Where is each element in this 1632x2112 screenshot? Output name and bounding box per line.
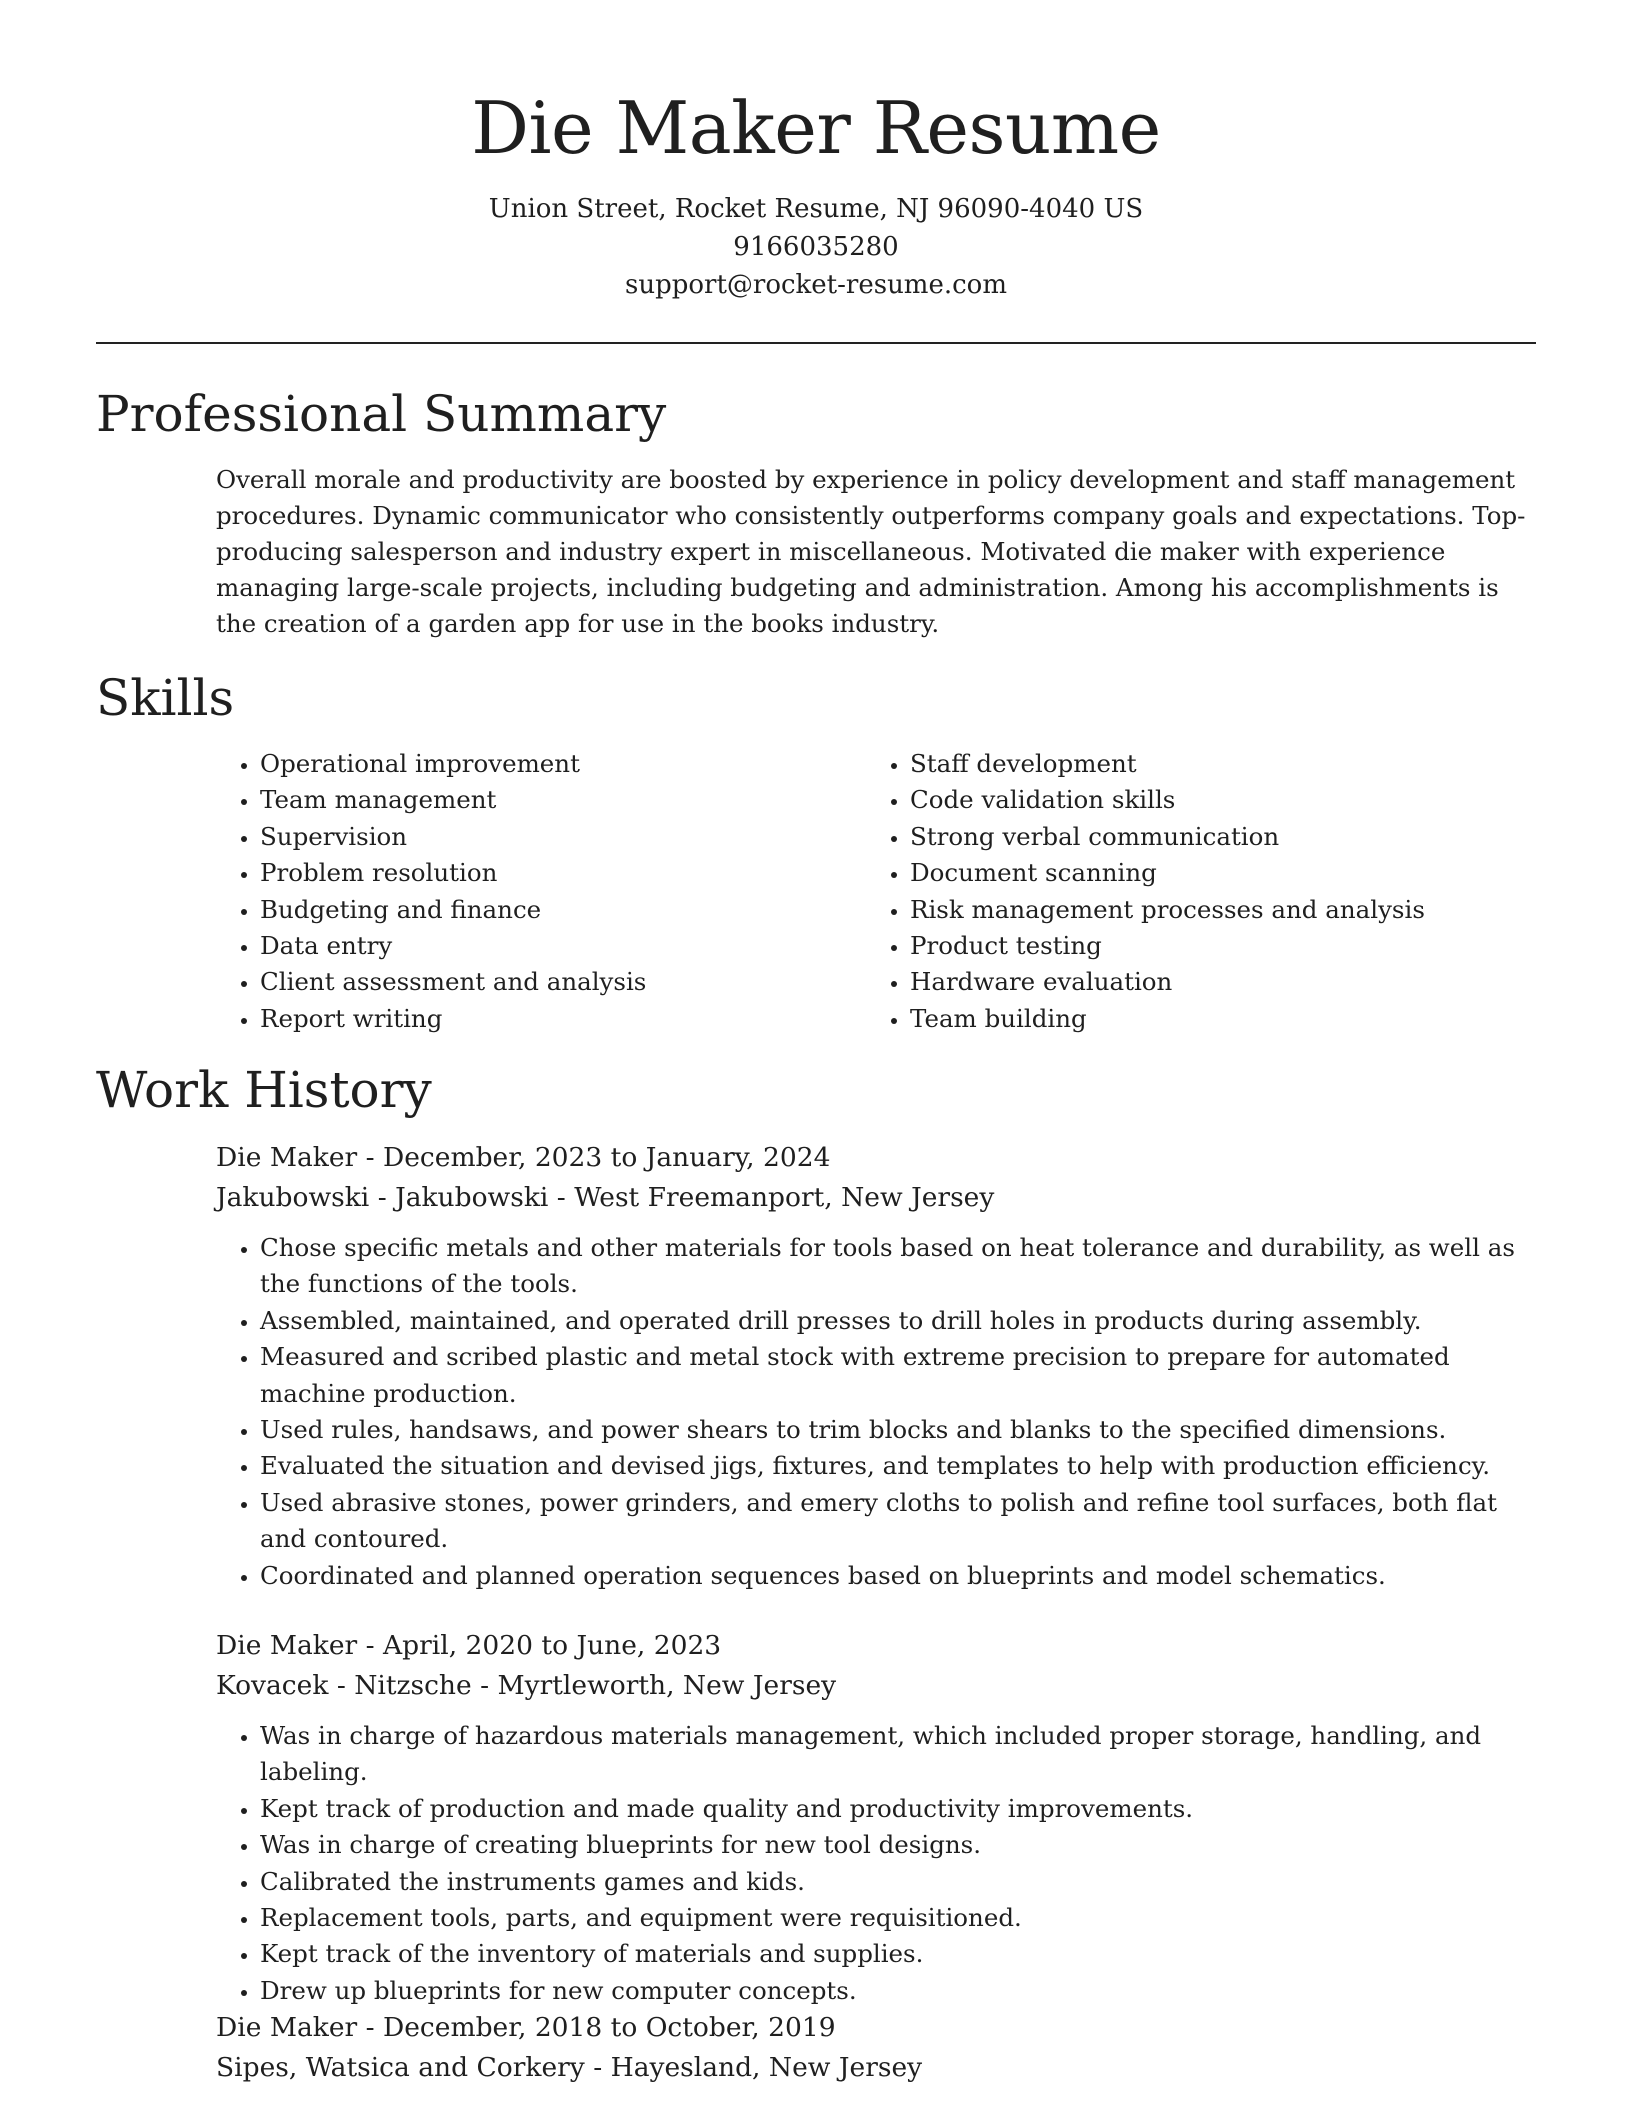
skill-item: • Team management [260, 782, 836, 818]
job-bullet: • Assembled, maintained, and operated drill presses to drill holes in products during assembly. [260, 1303, 1546, 1339]
summary-text: Overall morale and productivity are boosted by experience in policy development and staff management procedures. Dynamic communicator who consistently outperforms company goals and expectations. Top-producing salesperson and industry expert in miscellaneous. Motivated die maker with experience managing large-scale projects, including budgeting and administration. Among his accomplishments is the creation of a garden app for use in the books industry. [216, 465, 1526, 638]
skill-item: • Staff development [910, 746, 1486, 782]
skill-item: • Problem resolution [260, 855, 836, 891]
skill-item: • Product testing [910, 928, 1486, 964]
contact-address: Union Street, Rocket Resume, NJ 96090-4040 US [488, 194, 1144, 224]
job-bullet: • Was in charge of hazardous materials management, which included proper storage, handling, and labeling. [260, 1718, 1546, 1791]
job-bullet: • Evaluated the situation and devised jigs, fixtures, and templates to help with production efficiency. [260, 1448, 1546, 1484]
job-location: West Freemanport, New Jersey [574, 1182, 995, 1213]
skill-item: • Risk management processes and analysis [910, 892, 1486, 928]
job-position: Die Maker [216, 2012, 358, 2043]
skill-item: • Report writing [260, 1001, 836, 1037]
job-company: Sipes, Watsica and Corkery [216, 2052, 585, 2083]
skill-item: • Document scanning [910, 855, 1486, 891]
work-history-heading: Work History [96, 1061, 432, 1119]
job-bullet: • Kept track of production and made quality and productivity improvements. [260, 1791, 1546, 1827]
job-entry [216, 2008, 1546, 2088]
skill-item: • Hardware evaluation [910, 964, 1486, 1000]
job-dates: December, 2023 to January, 2024 [382, 1142, 831, 1173]
job-company-line: Kovacek - Nitzsche - Myrtleworth, New Jersey [216, 1670, 837, 1701]
job-company: Kovacek - Nitzsche [216, 1670, 472, 1701]
skills-heading: Skills [96, 669, 235, 727]
job-dates: April, 2020 to June, 2023 [382, 1630, 722, 1661]
job-bullet: • Used abrasive stones, power grinders, and emery cloths to polish and refine tool surfaces, both flat and contoured. [260, 1485, 1546, 1558]
job-bullet: • Calibrated the instruments games and kids. [260, 1864, 1546, 1900]
skill-item: • Team building [910, 1001, 1486, 1037]
job-location: Myrtleworth, New Jersey [497, 1670, 837, 1701]
contact-phone: 9166035280 [733, 232, 899, 262]
job-bullet: • Replacement tools, parts, and equipment were requisitioned. [260, 1900, 1546, 1936]
contact-info [0, 112, 1632, 304]
job-entry [216, 1626, 1546, 2009]
skill-item: • Data entry [260, 928, 836, 964]
job-bullets [216, 1718, 1546, 2009]
job-title-line: Die Maker - December, 2023 to January, 2024 [216, 1142, 831, 1173]
job-bullet: • Drew up blueprints for new computer concepts. [260, 1973, 1546, 2009]
job-bullet: • Kept track of the inventory of materials and supplies. [260, 1936, 1546, 1972]
skills-list-left [216, 746, 836, 1037]
skill-item: • Client assessment and analysis [260, 964, 836, 1000]
job-bullets [216, 1230, 1546, 1594]
skills-list-right [866, 746, 1486, 1037]
skill-item: • Budgeting and finance [260, 892, 836, 928]
job-bullet: • Was in charge of creating blueprints for new tool designs. [260, 1827, 1546, 1863]
job-position: Die Maker [216, 1630, 358, 1661]
job-bullet: • Coordinated and planned operation sequences based on blueprints and model schematics. [260, 1558, 1546, 1594]
job-bullet: • Measured and scribed plastic and metal stock with extreme precision to prepare for automated machine production. [260, 1339, 1546, 1412]
job-company-line: Sipes, Watsica and Corkery - Hayesland, New Jersey [216, 2052, 923, 2083]
job-bullet: • Used rules, handsaws, and power shears to trim blocks and blanks to the specified dimensions. [260, 1412, 1546, 1448]
skill-item: • Operational improvement [260, 746, 836, 782]
resume-title: Die Maker Resume [471, 86, 1161, 170]
skill-item: • Strong verbal communication [910, 819, 1486, 855]
job-location: Hayesland, New Jersey [610, 2052, 923, 2083]
contact-email: support@rocket-resume.com [624, 270, 1007, 300]
job-position: Die Maker [216, 1142, 358, 1173]
summary-heading: Professional Summary [96, 385, 667, 443]
job-dates: December, 2018 to October, 2019 [382, 2012, 836, 2043]
job-title-line: Die Maker - December, 2018 to October, 2019 [216, 2012, 836, 2043]
job-bullet: • Chose specific metals and other materials for tools based on heat tolerance and durability, as well as the functions of the tools. [260, 1230, 1546, 1303]
job-title-line: Die Maker - April, 2020 to June, 2023 [216, 1630, 722, 1661]
skill-item: • Supervision [260, 819, 836, 855]
header-divider [96, 342, 1536, 344]
job-entry [216, 1138, 1546, 1594]
job-company: Jakubowski - Jakubowski [216, 1182, 549, 1213]
job-company-line: Jakubowski - Jakubowski - West Freemanport, New Jersey [216, 1182, 995, 1213]
skill-item: • Code validation skills [910, 782, 1486, 818]
